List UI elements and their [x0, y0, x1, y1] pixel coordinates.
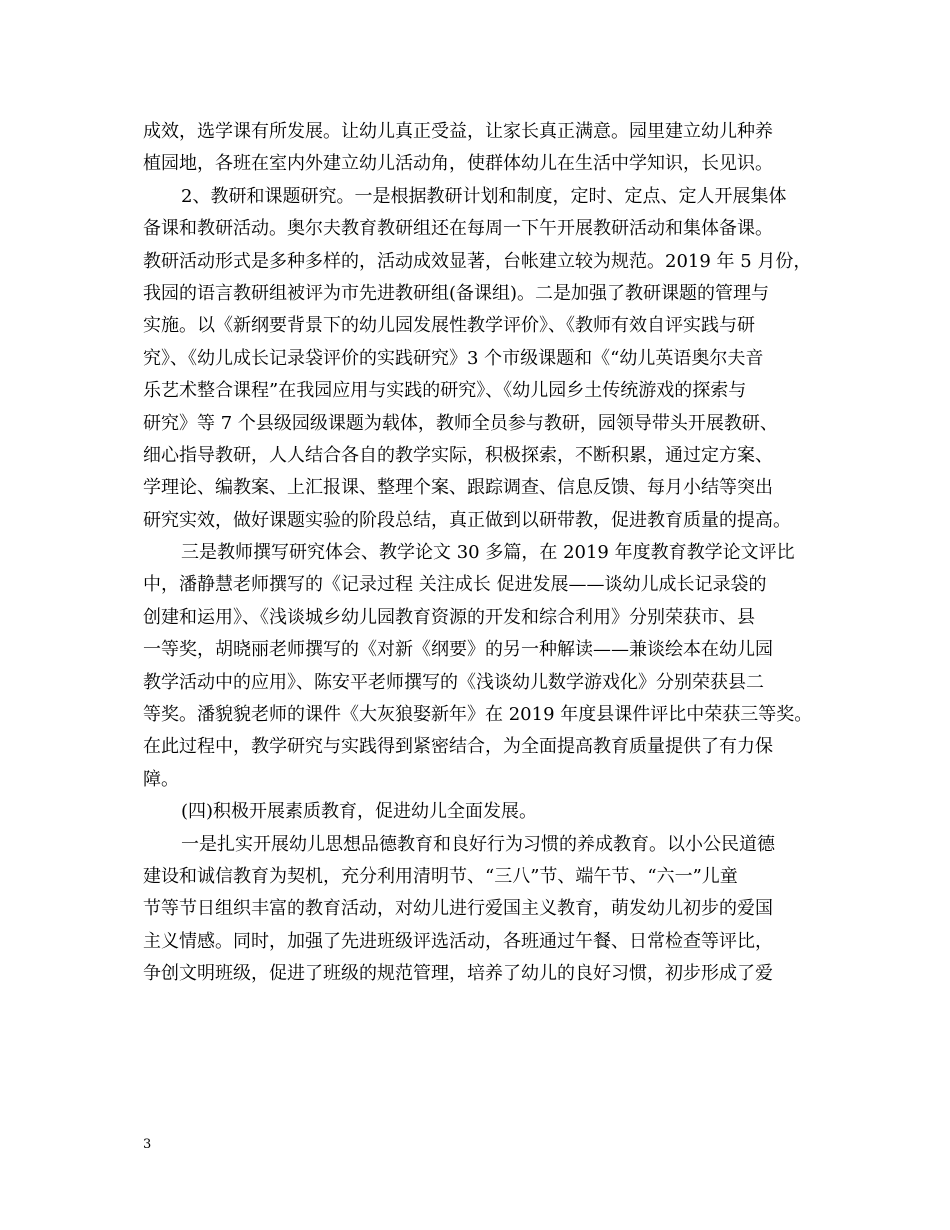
page-number: 3	[143, 1137, 152, 1152]
text-line: 建设和诚信教育为契机，充分利用清明节、“三八”节、端午节、“六一”儿童	[143, 865, 738, 887]
text-line: 学理论、编教案、上汇报课、整理个案、跟踪调查、信息反馈、每月小结等突出	[143, 477, 773, 499]
text-line: 研究》等 7 个县级园级课题为载体，教师全员参与教研，园领导带头开展教研、	[143, 412, 778, 434]
text-line: 三是教师撰写研究体会、教学论文 30 多篇，在 2019 年度教育教学论文评比	[181, 542, 795, 564]
text-line: 节等节日组织丰富的教育活动，对幼儿进行爱国主义教育，萌发幼儿初步的爱国	[143, 898, 773, 920]
text-line: 实施。以《新纲要背景下的幼儿园发展性教学评价》、《教师有效自评实践与研	[143, 315, 755, 337]
text-line: 教研活动形式是多种多样的，活动成效显著，台帐建立较为规范。2019 年 5 月份，	[143, 250, 812, 272]
text-line: 在此过程中，教学研究与实践得到紧密结合，为全面提高教育质量提供了有力保	[143, 736, 773, 758]
text-line: 中，潘静慧老师撰写的《记录过程 关注成长 促进发展——谈幼儿成长记录袋的	[143, 574, 767, 596]
text-line: 备课和教研活动。奥尔夫教育教研组还在每周一下午开展教研活动和集体备课。	[143, 218, 773, 240]
text-line: 主义情感。同时，加强了先进班级评选活动，各班通过午餐、日常检查等评比，	[143, 930, 773, 952]
text-line: 成效，选学课有所发展。让幼儿真正受益，让家长真正满意。园里建立幼儿种养	[143, 121, 773, 142]
text-line: 植园地，各班在室内外建立幼儿活动角，使群体幼儿在生活中学知识，长见识。	[143, 153, 773, 175]
text-line: 障。	[143, 768, 179, 790]
text-line: 究》、《幼儿成长记录袋评价的实践研究》3 个市级课题和《“幼儿英语奥尔夫音	[143, 347, 764, 369]
text-line: 研究实效，做好课题实验的阶段总结，真正做到以研带教，促进教育质量的提高。	[143, 509, 791, 531]
text-line: 一是扎实开展幼儿思想品德教育和良好行为习惯的养成教育。以小公民道德	[181, 833, 775, 855]
text-line: 2、教研和课题研究。一是根据教研计划和制度，定时、定点、定人开展集体	[181, 185, 787, 207]
text-line: 乐艺术整合课程”在我园应用与实践的研究》、《幼儿园乡土传统游戏的探索与	[143, 380, 747, 402]
document-body	[143, 116, 818, 991]
text-line: 等奖。潘貌貌老师的课件《大灰狼娶新年》在 2019 年度县课件评比中荣获三等奖。	[143, 704, 813, 726]
text-line: 创建和运用》、《浅谈城乡幼儿园教育资源的开发和综合利用》分别荣获市、县	[143, 606, 755, 628]
text-line: (四)积极开展素质教育，促进幼儿全面发展。	[181, 801, 538, 823]
text-line: 一等奖，胡晓丽老师撰写的《对新《纲要》的另一种解读——兼谈绘本在幼儿园	[143, 639, 773, 661]
text-line: 细心指导教研，人人结合各自的教学实际，积极探索，不断积累，通过定方案、	[143, 444, 773, 466]
text-line: 教学活动中的应用》、陈安平老师撰写的《浅谈幼儿数学游戏化》分别荣获县二	[143, 671, 764, 693]
text-line: 争创文明班级，促进了班级的规范管理，培养了幼儿的良好习惯，初步形成了爱	[143, 963, 773, 985]
text-line: 我园的语言教研组被评为市先进教研组(备课组)。二是加强了教研课题的管理与	[143, 282, 770, 304]
